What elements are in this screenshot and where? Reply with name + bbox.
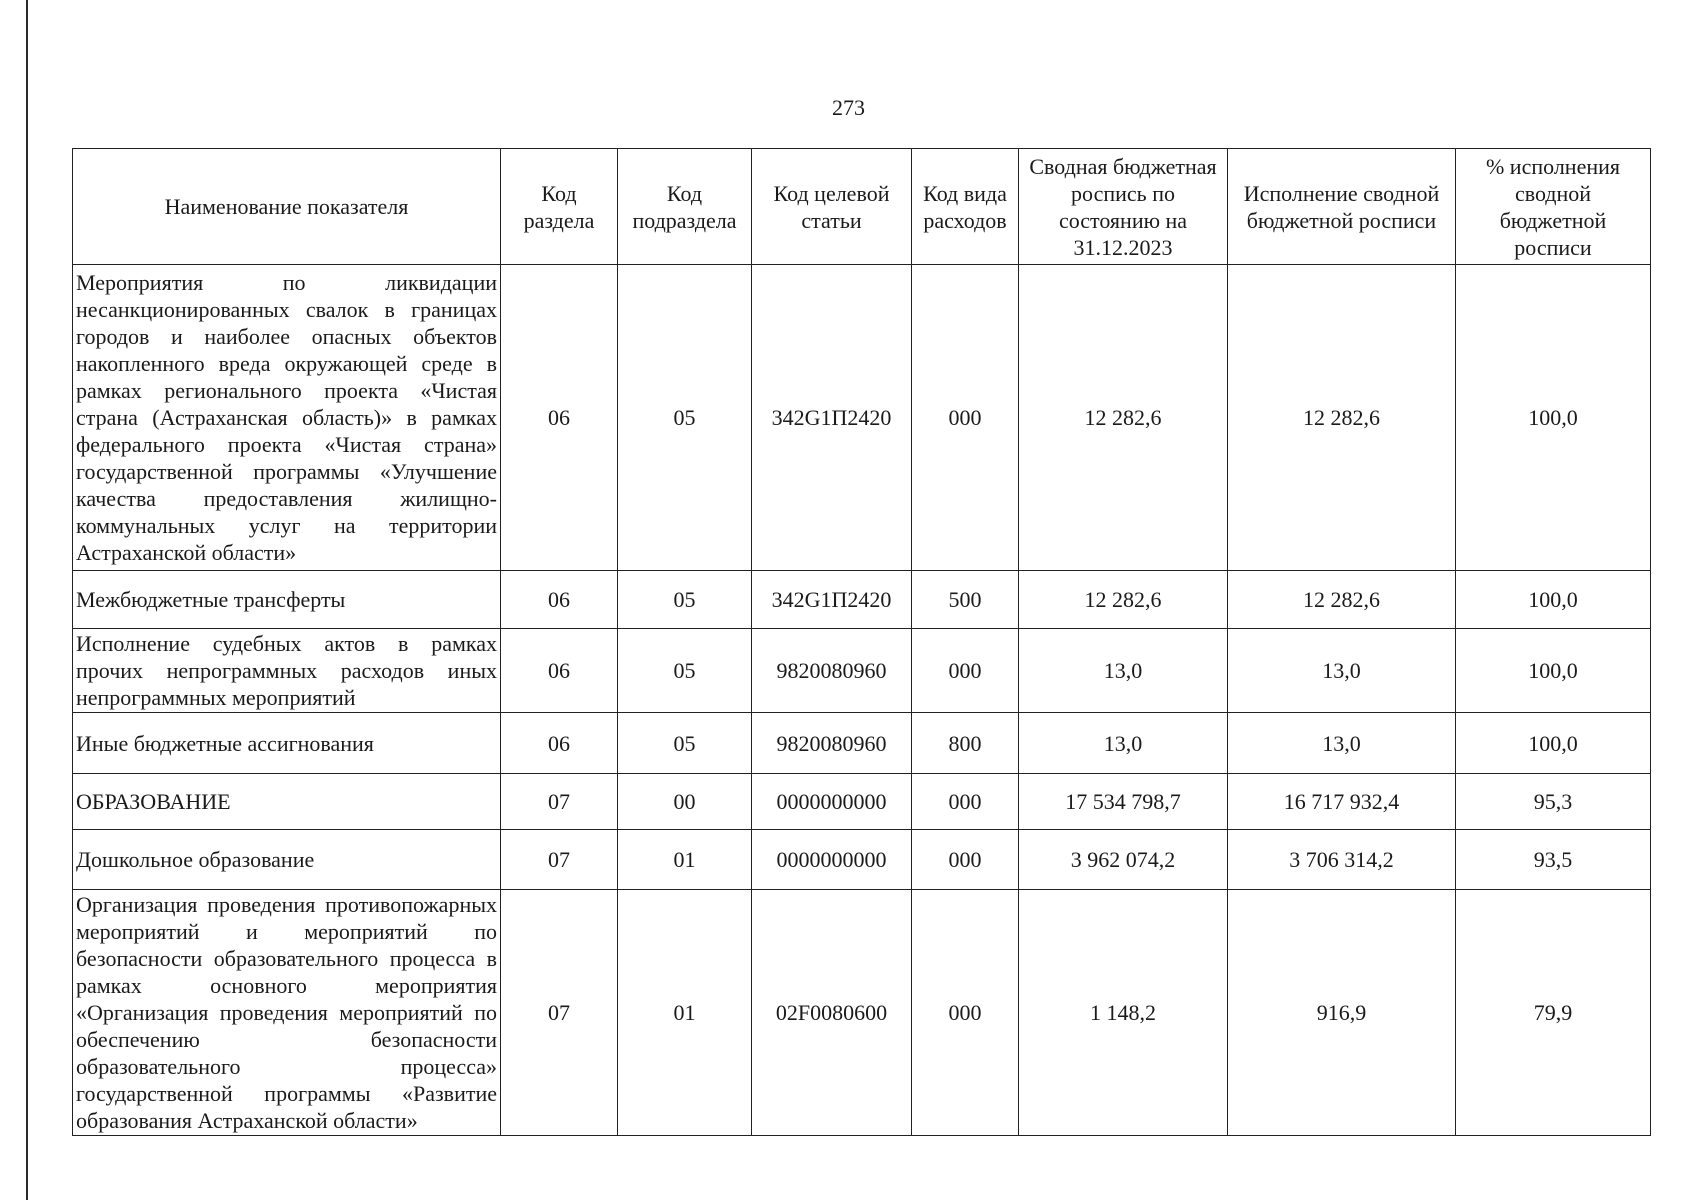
cell-name: Исполнение судебных актов в рамках прочих непрограммных расходов иных непрограммных мероприятий [73,629,501,713]
cell-subsection: 01 [618,890,752,1136]
header-expense-type-code: Код вида расходов [912,149,1019,265]
cell-expense: 800 [912,713,1019,774]
cell-name: Организация проведения противопожарных мероприятий и мероприятий по безопасности образовательного процесса в рамках основного мероприятия «Организация проведения мероприятий по обеспечению безопасности образовательного процесса» государственной программы «Развитие образования Астраханской области» [73,890,501,1136]
cell-expense: 000 [912,830,1019,890]
cell-subsection: 05 [618,629,752,713]
cell-target: 342G1П2420 [752,265,912,571]
cell-subsection: 05 [618,265,752,571]
cell-planned: 12 282,6 [1019,571,1228,629]
cell-name: Межбюджетные трансферты [73,571,501,629]
cell-target: 9820080960 [752,629,912,713]
table-row [73,265,1651,571]
cell-expense: 000 [912,629,1019,713]
cell-planned: 12 282,6 [1019,265,1228,571]
cell-executed: 12 282,6 [1228,571,1456,629]
cell-section: 06 [501,713,618,774]
cell-planned: 17 534 798,7 [1019,774,1228,830]
cell-target: 02F0080600 [752,890,912,1136]
cell-percent: 100,0 [1456,265,1651,571]
cell-planned: 13,0 [1019,629,1228,713]
table-header-row [73,149,1651,265]
cell-target: 0000000000 [752,830,912,890]
page-number: 273 [832,95,865,120]
cell-percent: 100,0 [1456,713,1651,774]
header-name: Наименование показателя [73,149,501,265]
cell-executed: 3 706 314,2 [1228,830,1456,890]
header-subsection-code: Код подраздела [618,149,752,265]
cell-name: Иные бюджетные ассигнования [73,713,501,774]
cell-executed: 13,0 [1228,713,1456,774]
table-row [73,890,1651,1136]
cell-subsection: 01 [618,830,752,890]
cell-section: 07 [501,830,618,890]
cell-executed: 16 717 932,4 [1228,774,1456,830]
cell-percent: 93,5 [1456,830,1651,890]
cell-planned: 1 148,2 [1019,890,1228,1136]
cell-percent: 100,0 [1456,629,1651,713]
cell-name: Дошкольное образование [73,830,501,890]
cell-expense: 000 [912,774,1019,830]
cell-percent: 79,9 [1456,890,1651,1136]
cell-planned: 3 962 074,2 [1019,830,1228,890]
header-execution-percent: % исполнения сводной бюджетной росписи [1456,149,1651,265]
cell-section: 06 [501,629,618,713]
cell-name: ОБРАЗОВАНИЕ [73,774,501,830]
cell-subsection: 00 [618,774,752,830]
table-row [73,774,1651,830]
cell-expense: 000 [912,265,1019,571]
header-executed-budget: Исполнение сводной бюджетной росписи [1228,149,1456,265]
budget-execution-table [72,148,1651,1136]
cell-subsection: 05 [618,713,752,774]
header-planned-budget: Сводная бюджетная роспись по состоянию на 31.12.2023 [1019,149,1228,265]
cell-target: 342G1П2420 [752,571,912,629]
table-row [73,713,1651,774]
cell-section: 07 [501,890,618,1136]
table-row [73,571,1651,629]
cell-executed: 13,0 [1228,629,1456,713]
cell-section: 06 [501,571,618,629]
cell-name: Мероприятия по ликвидации несанкционированных свалок в границах городов и наиболее опасных объектов накопленного вреда окружающей среде в рамках регионального проекта «Чистая страна (Астраханская область)» в рамках федерального проекта «Чистая страна» государственной программы «Улучшение качества предоставления жилищно-коммунальных услуг на территории Астраханской области» [73,265,501,571]
cell-section: 07 [501,774,618,830]
cell-executed: 12 282,6 [1228,265,1456,571]
table-row [73,830,1651,890]
cell-target: 0000000000 [752,774,912,830]
cell-percent: 100,0 [1456,571,1651,629]
cell-expense: 000 [912,890,1019,1136]
cell-percent: 95,3 [1456,774,1651,830]
table-row [73,629,1651,713]
cell-section: 06 [501,265,618,571]
header-section-code: Код раздела [501,149,618,265]
cell-expense: 500 [912,571,1019,629]
cell-planned: 13,0 [1019,713,1228,774]
cell-executed: 916,9 [1228,890,1456,1136]
cell-target: 9820080960 [752,713,912,774]
page-margin-rule [26,0,28,1200]
header-target-code: Код целевой статьи [752,149,912,265]
cell-subsection: 05 [618,571,752,629]
